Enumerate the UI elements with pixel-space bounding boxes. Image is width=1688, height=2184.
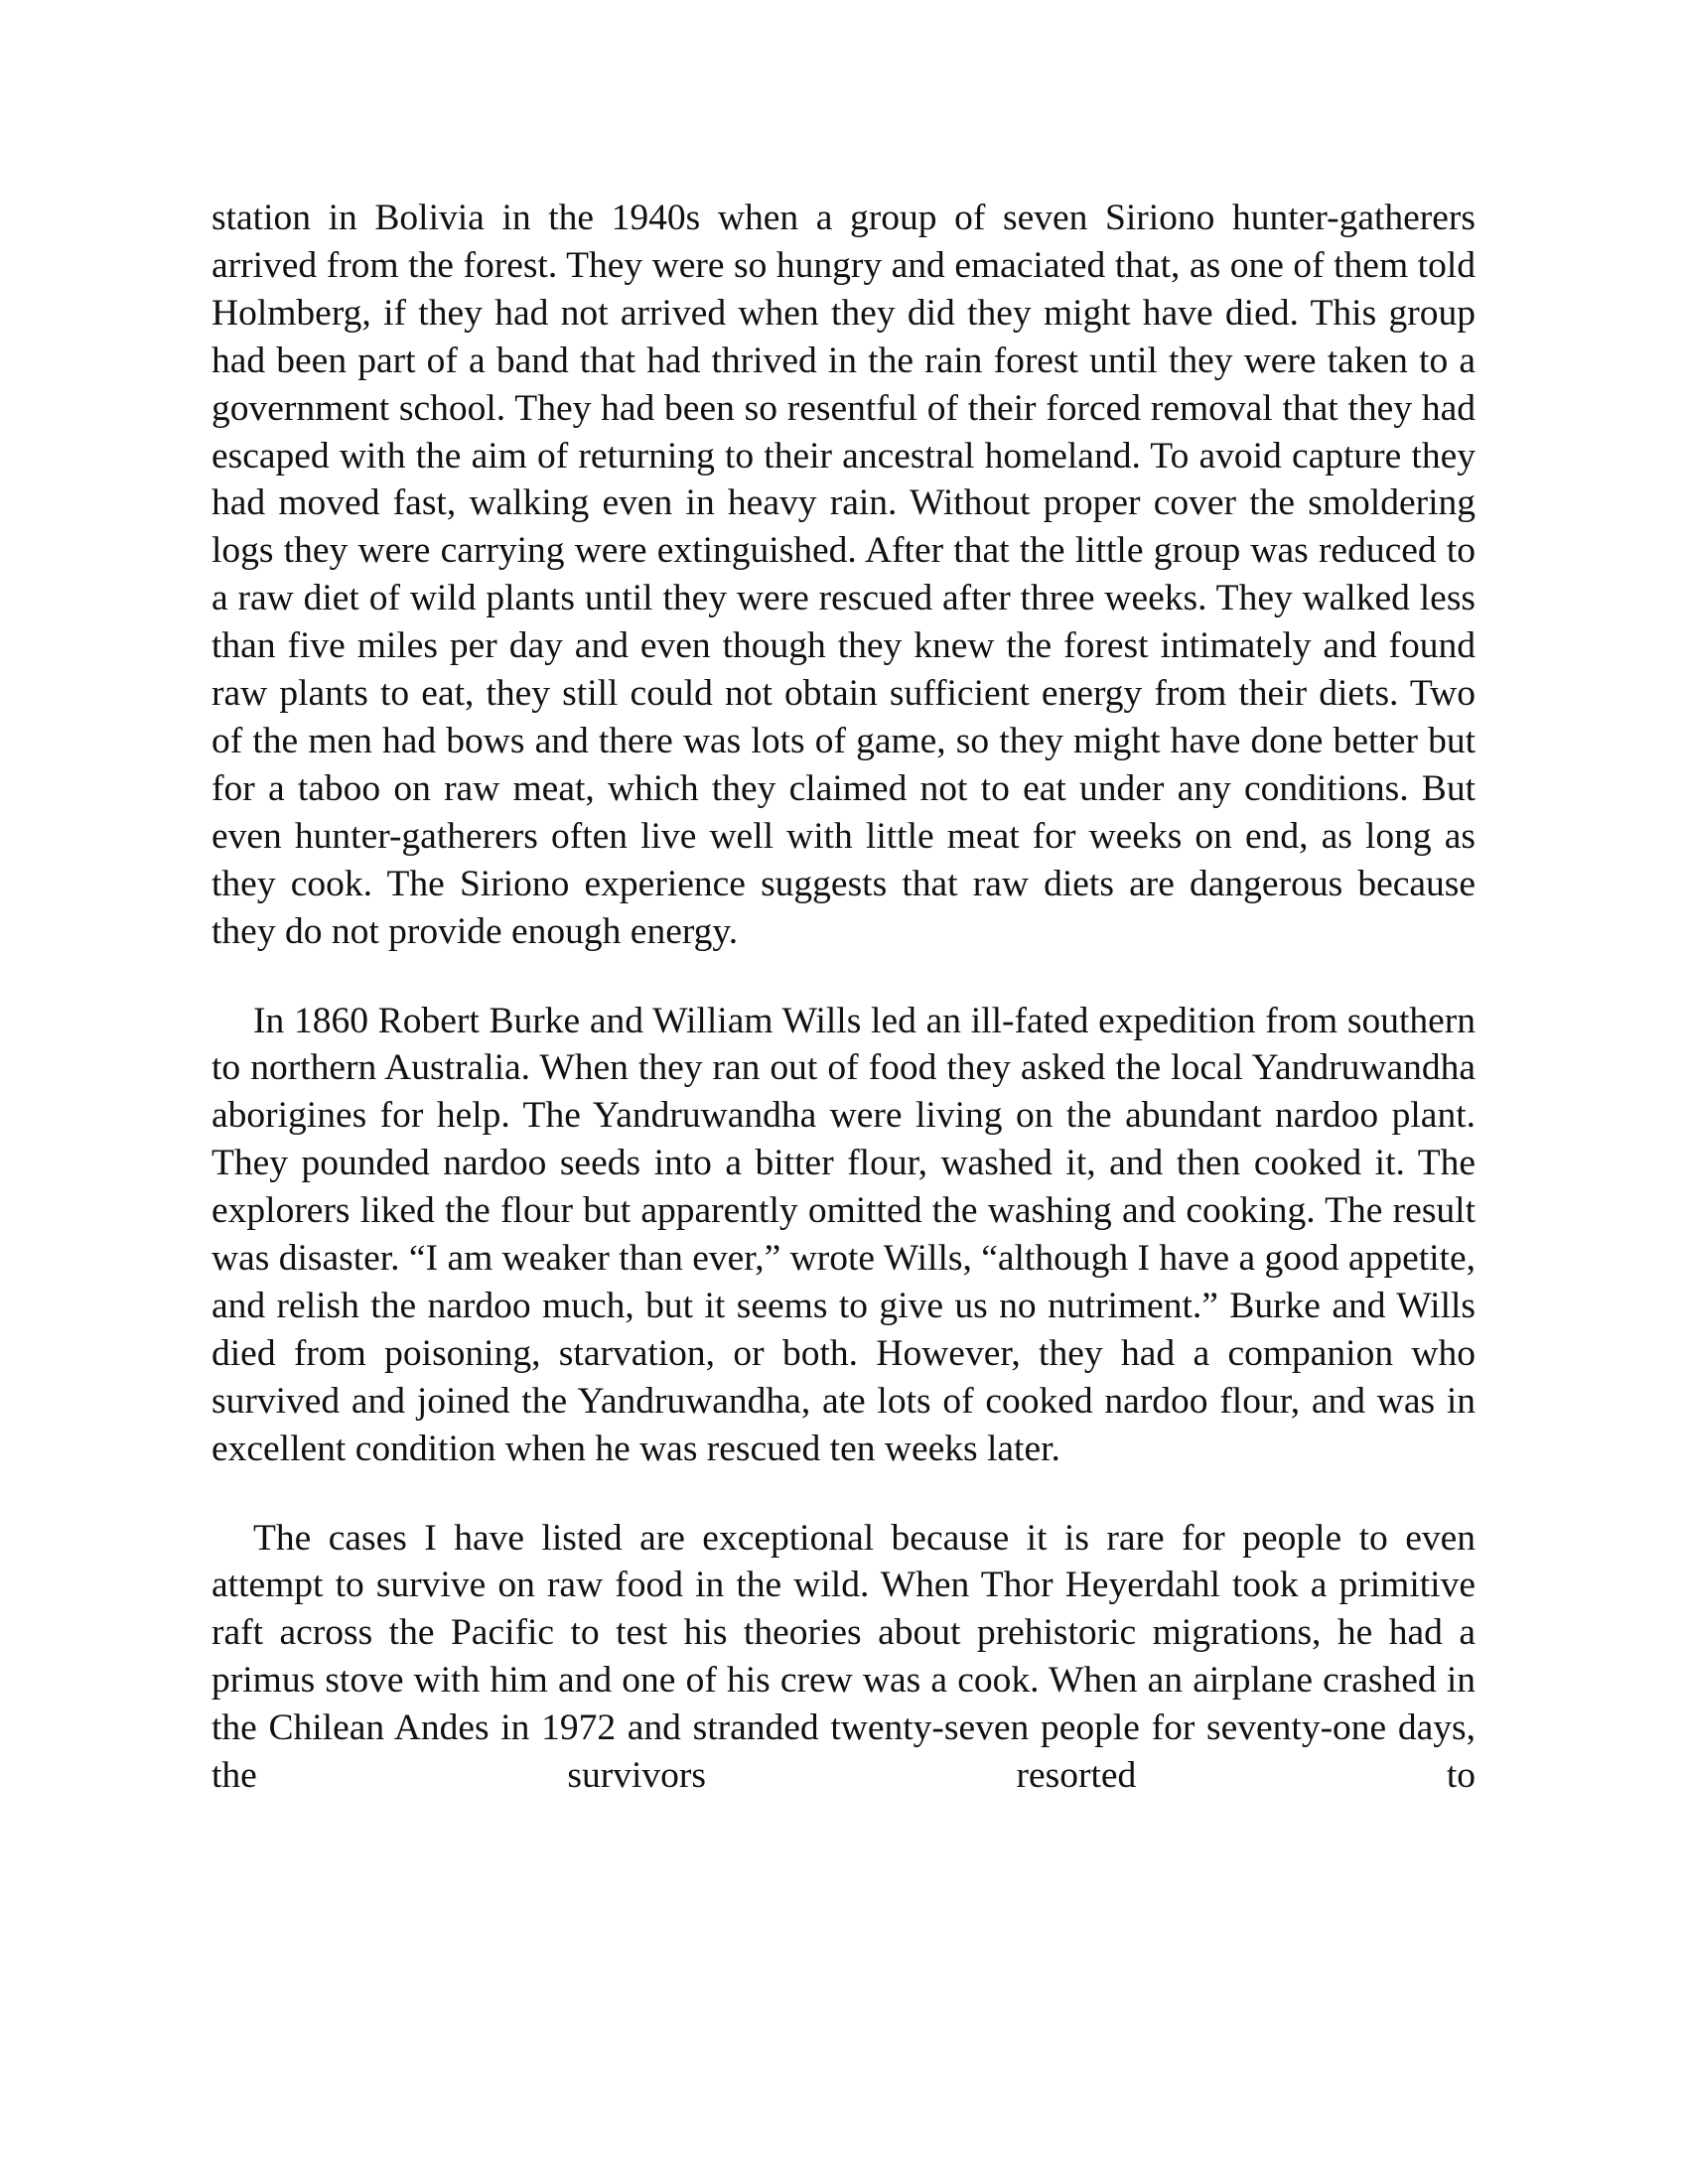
paragraph-siriono: station in Bolivia in the 1940s when a group of seven Siriono hunter-gatherers arrived from the forest. They were so hungry and emaciated that, as one of them told Holmberg, if they had not arrived when they did they might have died. This group had been part of a band that had thrived in the rain forest until they were taken to a government school. They had been so resentful of their forced removal that they had escaped with the aim of returning to their ancestral homeland. To avoid capture they had moved fast, walking even in heavy rain. Without proper cover the smoldering logs they were carrying were extinguished. After that the little group was reduced to a raw diet of wild plants until they were rescued after three weeks. They walked less than five miles per day and even though they knew the forest intimately and found raw plants to eat, they still could not obtain sufficient energy from their diets. Two of the men had bows and there was lots of game, so they might have done better but for a taboo on raw meat, which they claimed not to eat under any conditions. But even hunter-gatherers often live well with little meat for weeks on end, as long as they cook. The Siriono experience suggests that raw diets are dangerous because they do not provide enough energy. bbox=[211, 198, 1476, 952]
document-page bbox=[211, 195, 1476, 1800]
paragraph-burke-wills: In 1860 Robert Burke and William Wills led an ill-fated expedition from southern to northern Australia. When they ran out of food they asked the local Yandruwandha aborigines for help. The Yandruwandha were living on the abundant nardoo plant. They pounded nardoo seeds into a bitter flour, washed it, and then cooked it. The explorers liked the flour but apparently omitted the washing and cooking. The result was disaster. “I am weaker than ever,” wrote Wills, “although I have a good appetite, and relish the nardoo much, but it seems to give us no nutriment.” Burke and Wills died from poisoning, starvation, or both. However, they had a companion who survived and joined the Yandruwandha, ate lots of cooked nardoo flour, and was in excellent condition when he was rescued ten weeks later. bbox=[211, 1000, 1476, 1469]
paragraph-exceptional-cases: The cases I have listed are exceptional because it is rare for people to even attempt to survive on raw food in the wild. When Thor Heyerdahl took a primitive raft across the Pacific to test his theories about prehistoric migrations, he had a primus stove with him and one of his crew was a cook. When an airplane crashed in the Chilean Andes in 1972 and stranded twenty-seven people for seventy-one days, the survivors resorted to bbox=[211, 1517, 1476, 1797]
